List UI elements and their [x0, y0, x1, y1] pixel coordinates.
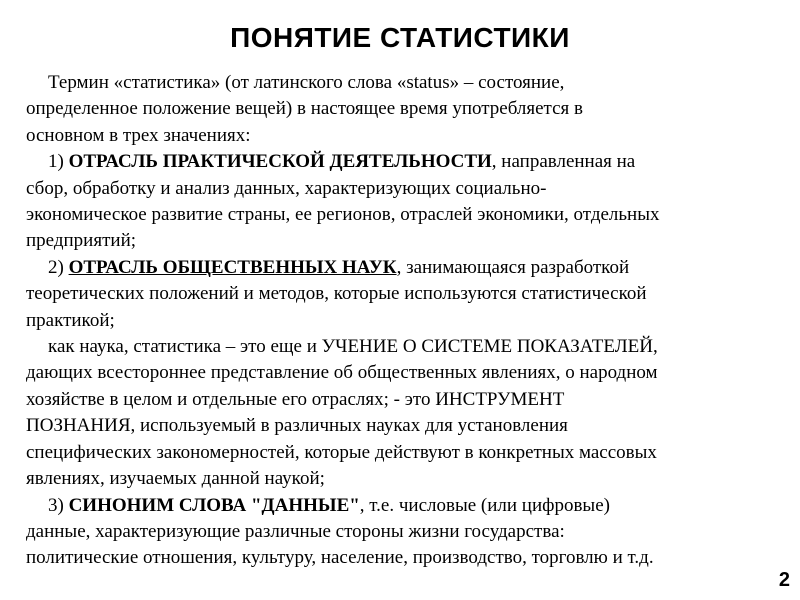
meaning-3-line-3: политические отношения, культуру, население, производство, торговлю и т.д.: [26, 547, 654, 569]
intro-line-1: Термин «статистика» (от латинского слова «status» – состояние,: [48, 72, 565, 93]
page-number: 2: [778, 569, 790, 591]
science-line-3: хозяйстве в целом и отдельные его отраслях; - это ИНСТРУМЕНТ: [26, 388, 565, 410]
meaning-2-line-2: теоретических положений и методов, которые используются статистической: [26, 283, 647, 305]
meaning-3-line-2: данные, характеризующие различные стороны жизни государства:: [26, 520, 565, 542]
science-line-5: специфических закономерностей, которые действуют в конкретных массовых: [26, 441, 657, 463]
meaning-1-line-1: [26, 149, 776, 175]
meaning-2-term: ОТРАСЛЬ ОБЩЕСТВЕННЫХ НАУК: [68, 256, 397, 278]
meaning-2-number: 2): [48, 256, 69, 278]
meaning-1-number: 1): [48, 151, 69, 173]
meaning-2-line-3: практикой;: [26, 309, 115, 331]
slide-title: ПОНЯТИЕ СТАТИСТИКИ: [230, 22, 570, 53]
slide-body: [26, 70, 776, 572]
meaning-2-rest: , занимающаяся разработкой: [396, 256, 630, 278]
meaning-3-number: 3): [48, 494, 69, 516]
meaning-1-term: ОТРАСЛЬ ПРАКТИЧЕСКОЙ ДЕЯТЕЛЬНОСТИ: [68, 151, 492, 173]
science-line-1: как наука, статистика – это еще и УЧЕНИЕ О СИСТЕМЕ ПОКАЗАТЕЛЕЙ,: [48, 336, 658, 358]
meaning-2-line-1: [26, 255, 776, 281]
science-line-4: ПОЗНАНИЯ, используемый в различных науках для установления: [26, 415, 568, 437]
meaning-3-rest: , т.е. числовые (или цифровые): [359, 494, 610, 516]
meaning-3-term: СИНОНИМ СЛОВА "ДАННЫЕ": [68, 494, 360, 516]
science-line-2: дающих всестороннее представление об общественных явлениях, о народном: [26, 362, 658, 384]
intro-line-2: определенное положение вещей) в настоящее время употребляется в: [26, 98, 583, 120]
meaning-1-line-3: экономическое развитие страны, ее регионов, отраслей экономики, отдельных: [26, 204, 660, 226]
meaning-1-rest: , направленная на: [491, 151, 636, 173]
science-line-6: явлениях, изучаемых данной наукой;: [26, 468, 325, 490]
intro-line-3: основном в трех значениях:: [26, 124, 251, 146]
meaning-1-line-4: предприятий;: [26, 230, 137, 252]
meaning-1-line-2: сбор, обработку и анализ данных, характеризующих социально-: [26, 177, 547, 199]
meaning-3-line-1: [26, 493, 776, 519]
